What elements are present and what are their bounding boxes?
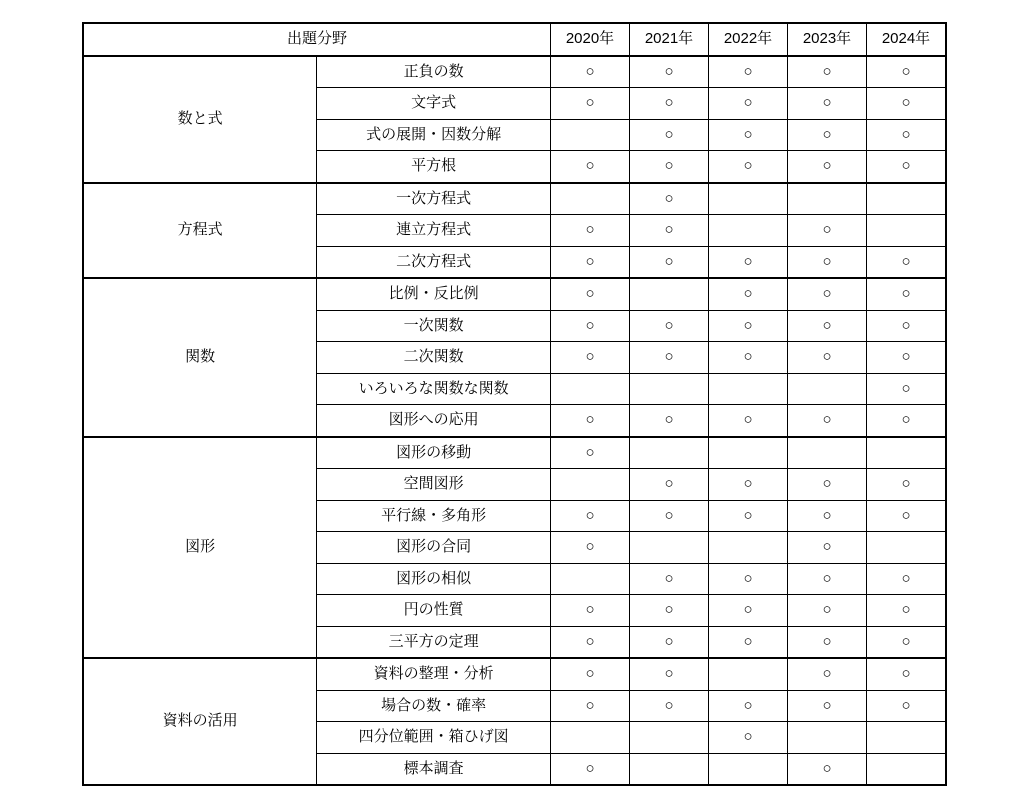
circle-icon: ○ bbox=[664, 94, 674, 111]
mark-cell-filled bbox=[788, 119, 867, 151]
mark-cell-filled bbox=[551, 56, 630, 88]
topic-label: 空間図形 bbox=[317, 469, 551, 501]
topic-label: 円の性質 bbox=[317, 595, 551, 627]
mark-cell-filled bbox=[709, 722, 788, 754]
circle-icon: ○ bbox=[901, 125, 911, 143]
mark-cell-filled bbox=[867, 151, 947, 183]
circle-icon: ○ bbox=[901, 569, 911, 587]
topic-label: 正負の数 bbox=[317, 56, 551, 88]
circle-icon: ○ bbox=[585, 285, 595, 302]
mark-cell-filled bbox=[630, 658, 709, 690]
circle-icon: ○ bbox=[585, 348, 595, 365]
topic-label: 平方根 bbox=[317, 151, 551, 183]
table-row bbox=[83, 278, 946, 310]
circle-icon: ○ bbox=[901, 601, 911, 618]
mark-cell-filled bbox=[709, 469, 788, 501]
mark-cell-empty bbox=[709, 753, 788, 785]
group-label: 関数 bbox=[83, 278, 317, 437]
group-label: 方程式 bbox=[83, 183, 317, 279]
mark-cell-filled bbox=[630, 342, 709, 374]
mark-cell-empty bbox=[709, 658, 788, 690]
mark-cell-filled bbox=[551, 310, 630, 342]
table-row bbox=[83, 56, 946, 88]
mark-cell-filled bbox=[551, 626, 630, 658]
circle-icon: ○ bbox=[585, 94, 595, 111]
circle-icon: ○ bbox=[664, 632, 674, 650]
circle-icon: ○ bbox=[822, 475, 832, 492]
circle-icon: ○ bbox=[585, 665, 595, 682]
mark-cell-filled bbox=[551, 753, 630, 785]
mark-cell-filled bbox=[709, 690, 788, 722]
circle-icon: ○ bbox=[822, 759, 832, 777]
topic-label: 図形の合同 bbox=[317, 532, 551, 564]
circle-icon: ○ bbox=[664, 316, 674, 334]
circle-icon: ○ bbox=[585, 506, 595, 524]
topic-label: 標本調査 bbox=[317, 753, 551, 785]
mark-cell-empty bbox=[630, 437, 709, 469]
circle-icon: ○ bbox=[901, 665, 911, 682]
mark-cell-filled bbox=[788, 658, 867, 690]
mark-cell-empty bbox=[867, 215, 947, 247]
mark-cell-filled bbox=[630, 246, 709, 278]
mark-cell-filled bbox=[788, 626, 867, 658]
header-year-2024: 2024年 bbox=[867, 23, 947, 56]
mark-cell-filled bbox=[788, 469, 867, 501]
circle-icon: ○ bbox=[743, 475, 753, 492]
mark-cell-empty bbox=[788, 722, 867, 754]
mark-cell-empty bbox=[551, 563, 630, 595]
header-topic-label: 出題分野 bbox=[83, 23, 551, 56]
circle-icon: ○ bbox=[664, 696, 674, 714]
circle-icon: ○ bbox=[585, 411, 595, 428]
topic-label: 場合の数・確率 bbox=[317, 690, 551, 722]
mark-cell-filled bbox=[788, 310, 867, 342]
mark-cell-filled bbox=[630, 690, 709, 722]
circle-icon: ○ bbox=[664, 125, 674, 143]
topic-label: 式の展開・因数分解 bbox=[317, 119, 551, 151]
circle-icon: ○ bbox=[901, 62, 911, 80]
circle-icon: ○ bbox=[743, 728, 753, 745]
mark-cell-empty bbox=[630, 722, 709, 754]
circle-icon: ○ bbox=[743, 348, 753, 365]
circle-icon: ○ bbox=[664, 157, 674, 174]
circle-icon: ○ bbox=[664, 506, 674, 524]
mark-cell-filled bbox=[867, 405, 947, 437]
header-year-2021: 2021年 bbox=[630, 23, 709, 56]
circle-icon: ○ bbox=[822, 411, 832, 428]
mark-cell-filled bbox=[867, 563, 947, 595]
circle-icon: ○ bbox=[822, 221, 832, 238]
mark-cell-filled bbox=[630, 88, 709, 120]
mark-cell-filled bbox=[867, 56, 947, 88]
circle-icon: ○ bbox=[585, 62, 595, 80]
mark-cell-empty bbox=[867, 753, 947, 785]
mark-cell-empty bbox=[551, 119, 630, 151]
mark-cell-filled bbox=[709, 246, 788, 278]
topic-label: 平行線・多角形 bbox=[317, 500, 551, 532]
table-body bbox=[83, 56, 946, 786]
mark-cell-filled bbox=[867, 690, 947, 722]
circle-icon: ○ bbox=[743, 252, 753, 270]
mark-cell-filled bbox=[551, 342, 630, 374]
mark-cell-filled bbox=[788, 500, 867, 532]
circle-icon: ○ bbox=[743, 316, 753, 334]
mark-cell-filled bbox=[788, 278, 867, 310]
mark-cell-filled bbox=[709, 88, 788, 120]
mark-cell-filled bbox=[867, 119, 947, 151]
circle-icon: ○ bbox=[901, 411, 911, 428]
circle-icon: ○ bbox=[901, 157, 911, 174]
topic-label: 資料の整理・分析 bbox=[317, 658, 551, 690]
mark-cell-filled bbox=[867, 246, 947, 278]
mark-cell-filled bbox=[867, 595, 947, 627]
circle-icon: ○ bbox=[743, 125, 753, 143]
circle-icon: ○ bbox=[822, 285, 832, 302]
mark-cell-filled bbox=[867, 342, 947, 374]
circle-icon: ○ bbox=[901, 252, 911, 270]
topic-label: 文字式 bbox=[317, 88, 551, 120]
topic-label: 図形の相似 bbox=[317, 563, 551, 595]
circle-icon: ○ bbox=[901, 348, 911, 365]
group-label: 図形 bbox=[83, 437, 317, 659]
circle-icon: ○ bbox=[822, 316, 832, 334]
mark-cell-empty bbox=[630, 278, 709, 310]
group-label: 資料の活用 bbox=[83, 658, 317, 785]
mark-cell-filled bbox=[709, 119, 788, 151]
mark-cell-filled bbox=[867, 658, 947, 690]
table-row bbox=[83, 437, 946, 469]
circle-icon: ○ bbox=[822, 506, 832, 524]
mark-cell-filled bbox=[867, 626, 947, 658]
circle-icon: ○ bbox=[664, 475, 674, 492]
circle-icon: ○ bbox=[585, 601, 595, 618]
circle-icon: ○ bbox=[585, 696, 595, 714]
topic-label: 比例・反比例 bbox=[317, 278, 551, 310]
circle-icon: ○ bbox=[743, 696, 753, 714]
mark-cell-filled bbox=[551, 246, 630, 278]
mark-cell-empty bbox=[867, 532, 947, 564]
mark-cell-empty bbox=[788, 437, 867, 469]
topic-label: 四分位範囲・箱ひげ図 bbox=[317, 722, 551, 754]
mark-cell-filled bbox=[867, 88, 947, 120]
mark-cell-filled bbox=[551, 532, 630, 564]
mark-cell-filled bbox=[788, 753, 867, 785]
mark-cell-filled bbox=[551, 151, 630, 183]
mark-cell-empty bbox=[788, 183, 867, 215]
mark-cell-filled bbox=[551, 595, 630, 627]
mark-cell-filled bbox=[630, 500, 709, 532]
circle-icon: ○ bbox=[664, 569, 674, 587]
mark-cell-filled bbox=[788, 532, 867, 564]
circle-icon: ○ bbox=[585, 157, 595, 174]
table-header-row bbox=[83, 23, 946, 56]
circle-icon: ○ bbox=[743, 62, 753, 80]
header-year-2022: 2022年 bbox=[709, 23, 788, 56]
circle-icon: ○ bbox=[585, 632, 595, 650]
mark-cell-filled bbox=[867, 278, 947, 310]
mark-cell-filled bbox=[551, 88, 630, 120]
mark-cell-empty bbox=[630, 753, 709, 785]
circle-icon: ○ bbox=[585, 252, 595, 270]
circle-icon: ○ bbox=[664, 221, 674, 238]
mark-cell-empty bbox=[867, 722, 947, 754]
exam-topic-matrix-table bbox=[82, 22, 947, 786]
mark-cell-filled bbox=[867, 469, 947, 501]
mark-cell-filled bbox=[788, 342, 867, 374]
circle-icon: ○ bbox=[664, 665, 674, 682]
circle-icon: ○ bbox=[822, 601, 832, 618]
mark-cell-empty bbox=[867, 437, 947, 469]
circle-icon: ○ bbox=[901, 696, 911, 714]
table-row bbox=[83, 183, 946, 215]
circle-icon: ○ bbox=[664, 348, 674, 365]
circle-icon: ○ bbox=[901, 94, 911, 111]
mark-cell-filled bbox=[788, 56, 867, 88]
circle-icon: ○ bbox=[822, 696, 832, 714]
topic-label: 一次方程式 bbox=[317, 183, 551, 215]
mark-cell-filled bbox=[788, 215, 867, 247]
mark-cell-filled bbox=[630, 215, 709, 247]
mark-cell-filled bbox=[630, 469, 709, 501]
header-year-2023: 2023年 bbox=[788, 23, 867, 56]
circle-icon: ○ bbox=[822, 538, 832, 555]
table-header bbox=[83, 23, 946, 56]
mark-cell-empty bbox=[551, 373, 630, 405]
mark-cell-empty bbox=[867, 183, 947, 215]
mark-cell-filled bbox=[709, 500, 788, 532]
circle-icon: ○ bbox=[743, 157, 753, 174]
circle-icon: ○ bbox=[664, 189, 674, 207]
circle-icon: ○ bbox=[585, 759, 595, 777]
circle-icon: ○ bbox=[822, 62, 832, 80]
mark-cell-filled bbox=[709, 151, 788, 183]
circle-icon: ○ bbox=[585, 538, 595, 555]
circle-icon: ○ bbox=[743, 569, 753, 587]
circle-icon: ○ bbox=[664, 601, 674, 618]
mark-cell-filled bbox=[788, 151, 867, 183]
circle-icon: ○ bbox=[743, 285, 753, 302]
mark-cell-filled bbox=[867, 373, 947, 405]
circle-icon: ○ bbox=[901, 379, 911, 397]
topic-label: 図形の移動 bbox=[317, 437, 551, 469]
circle-icon: ○ bbox=[822, 348, 832, 365]
circle-icon: ○ bbox=[585, 316, 595, 334]
mark-cell-filled bbox=[867, 310, 947, 342]
circle-icon: ○ bbox=[901, 632, 911, 650]
mark-cell-filled bbox=[630, 119, 709, 151]
mark-cell-filled bbox=[551, 278, 630, 310]
mark-cell-empty bbox=[551, 469, 630, 501]
mark-cell-filled bbox=[630, 595, 709, 627]
mark-cell-filled bbox=[709, 595, 788, 627]
topic-label: いろいろな関数な関数 bbox=[317, 373, 551, 405]
circle-icon: ○ bbox=[822, 632, 832, 650]
mark-cell-filled bbox=[709, 310, 788, 342]
mark-cell-filled bbox=[709, 342, 788, 374]
circle-icon: ○ bbox=[822, 157, 832, 174]
topic-label: 一次関数 bbox=[317, 310, 551, 342]
mark-cell-filled bbox=[709, 278, 788, 310]
circle-icon: ○ bbox=[664, 411, 674, 428]
circle-icon: ○ bbox=[743, 601, 753, 618]
mark-cell-filled bbox=[788, 88, 867, 120]
mark-cell-filled bbox=[709, 405, 788, 437]
mark-cell-filled bbox=[551, 215, 630, 247]
mark-cell-filled bbox=[630, 405, 709, 437]
group-label: 数と式 bbox=[83, 56, 317, 183]
mark-cell-filled bbox=[867, 500, 947, 532]
circle-icon: ○ bbox=[743, 506, 753, 524]
mark-cell-empty bbox=[551, 183, 630, 215]
table-row bbox=[83, 658, 946, 690]
mark-cell-filled bbox=[709, 626, 788, 658]
circle-icon: ○ bbox=[822, 569, 832, 587]
topic-label: 二次方程式 bbox=[317, 246, 551, 278]
circle-icon: ○ bbox=[822, 125, 832, 143]
mark-cell-filled bbox=[788, 405, 867, 437]
circle-icon: ○ bbox=[901, 506, 911, 524]
mark-cell-filled bbox=[788, 690, 867, 722]
mark-cell-filled bbox=[788, 246, 867, 278]
circle-icon: ○ bbox=[664, 252, 674, 270]
circle-icon: ○ bbox=[822, 665, 832, 682]
circle-icon: ○ bbox=[585, 443, 595, 461]
topic-label: 連立方程式 bbox=[317, 215, 551, 247]
mark-cell-empty bbox=[630, 373, 709, 405]
mark-cell-filled bbox=[630, 183, 709, 215]
mark-cell-filled bbox=[630, 310, 709, 342]
circle-icon: ○ bbox=[664, 62, 674, 80]
circle-icon: ○ bbox=[743, 94, 753, 111]
circle-icon: ○ bbox=[743, 411, 753, 428]
mark-cell-filled bbox=[709, 56, 788, 88]
mark-cell-empty bbox=[709, 373, 788, 405]
mark-cell-empty bbox=[630, 532, 709, 564]
circle-icon: ○ bbox=[743, 632, 753, 650]
circle-icon: ○ bbox=[901, 316, 911, 334]
mark-cell-filled bbox=[630, 56, 709, 88]
mark-cell-empty bbox=[788, 373, 867, 405]
circle-icon: ○ bbox=[901, 285, 911, 302]
mark-cell-filled bbox=[788, 595, 867, 627]
mark-cell-empty bbox=[709, 183, 788, 215]
header-year-2020: 2020年 bbox=[551, 23, 630, 56]
circle-icon: ○ bbox=[901, 475, 911, 492]
topic-label: 三平方の定理 bbox=[317, 626, 551, 658]
mark-cell-filled bbox=[551, 405, 630, 437]
mark-cell-filled bbox=[788, 563, 867, 595]
topic-label: 二次関数 bbox=[317, 342, 551, 374]
circle-icon: ○ bbox=[822, 252, 832, 270]
mark-cell-filled bbox=[630, 563, 709, 595]
mark-cell-filled bbox=[709, 563, 788, 595]
circle-icon: ○ bbox=[822, 94, 832, 111]
mark-cell-filled bbox=[630, 151, 709, 183]
mark-cell-filled bbox=[551, 500, 630, 532]
mark-cell-filled bbox=[551, 658, 630, 690]
mark-cell-filled bbox=[551, 437, 630, 469]
mark-cell-empty bbox=[551, 722, 630, 754]
mark-cell-filled bbox=[630, 626, 709, 658]
circle-icon: ○ bbox=[585, 221, 595, 238]
mark-cell-empty bbox=[709, 215, 788, 247]
mark-cell-empty bbox=[709, 532, 788, 564]
mark-cell-empty bbox=[709, 437, 788, 469]
topic-label: 図形への応用 bbox=[317, 405, 551, 437]
mark-cell-filled bbox=[551, 690, 630, 722]
